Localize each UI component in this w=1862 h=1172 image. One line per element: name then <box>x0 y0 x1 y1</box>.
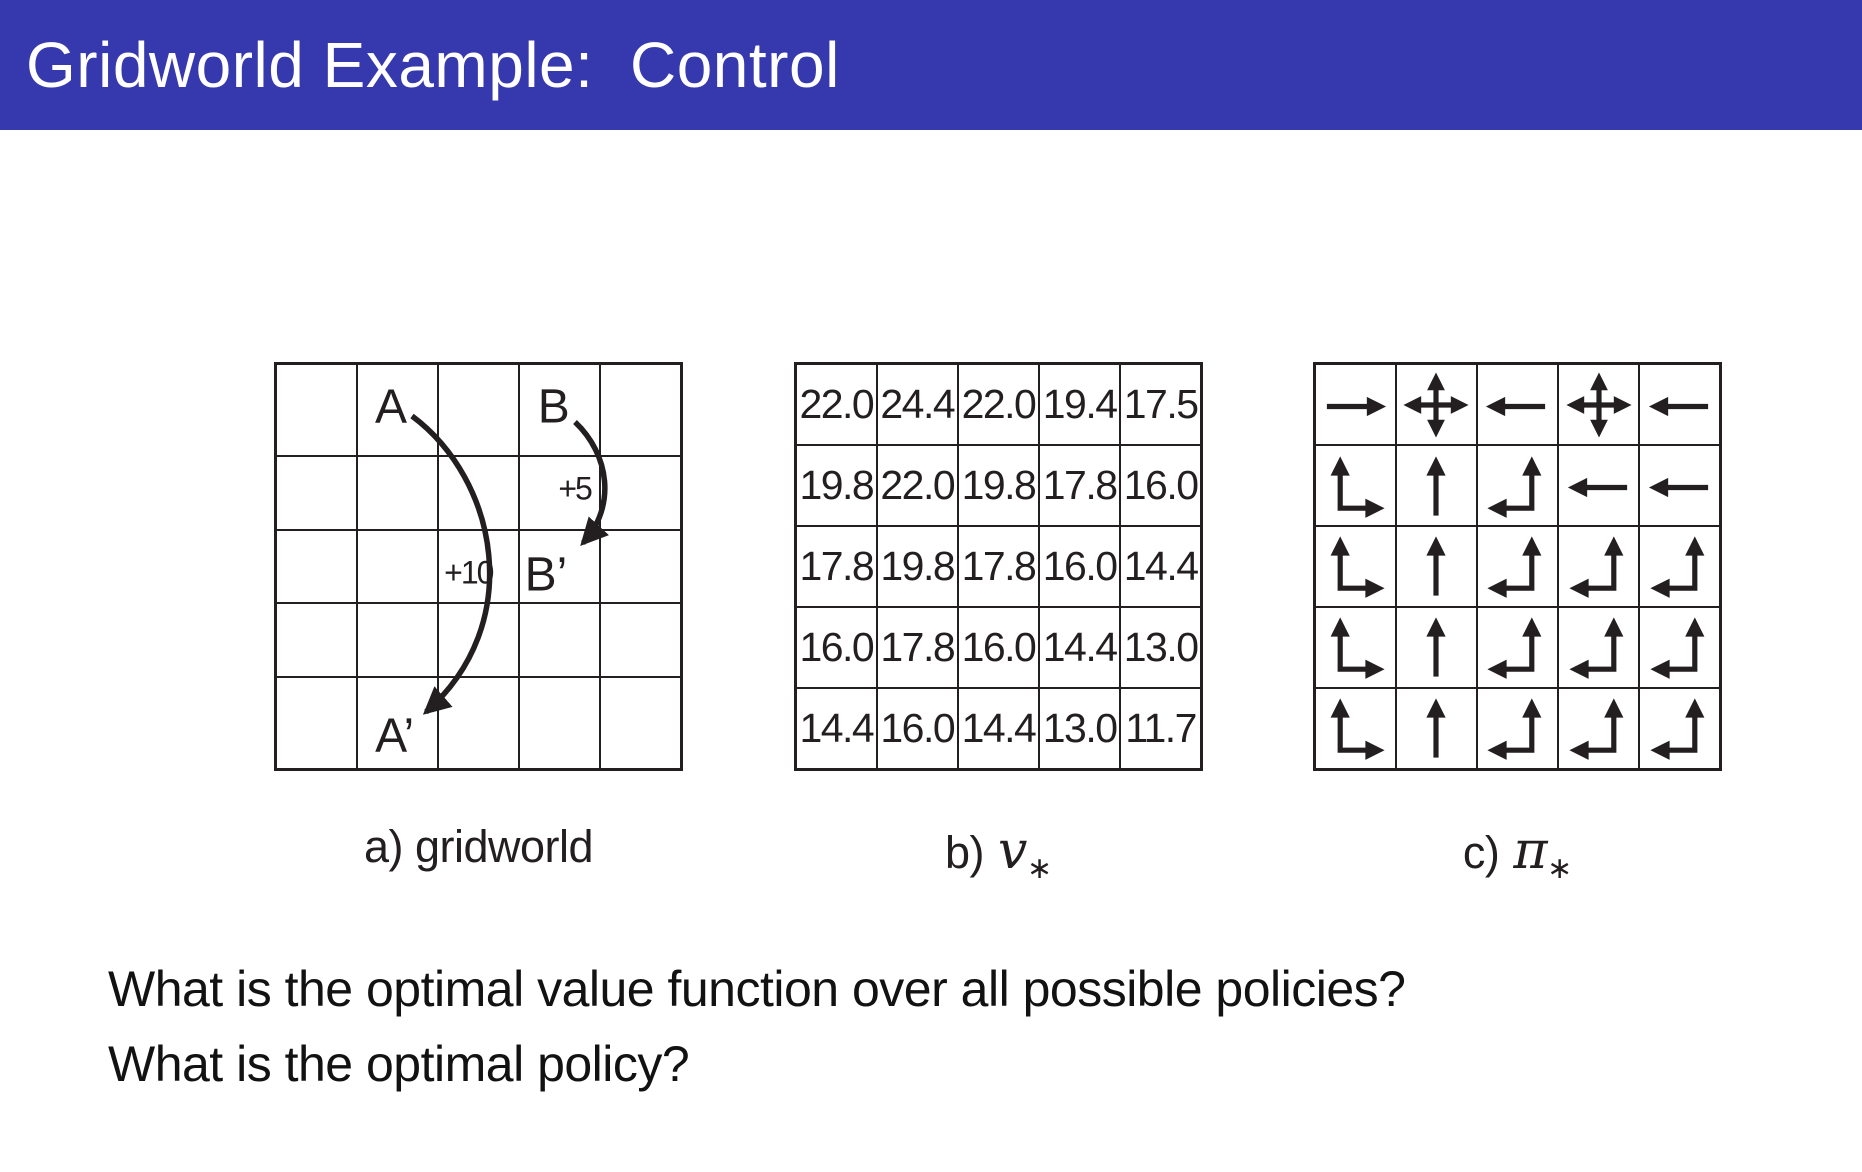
grid-row <box>1315 607 1721 688</box>
value-cell: 16.0 <box>1120 445 1201 526</box>
value-cell: 14.4 <box>796 688 877 770</box>
panel-c-caption-prefix: c) <box>1462 827 1500 878</box>
left-arrow-icon <box>1643 368 1717 442</box>
question-line-1: What is the optimal value function over all possible policies? <box>108 961 1406 1017</box>
state-label-B-prime: B’ <box>524 548 568 602</box>
value-function-symbol: v <box>997 821 1027 881</box>
policy-cell <box>1639 526 1720 607</box>
up-left-arrow-icon <box>1480 610 1554 684</box>
policy-cell <box>1396 688 1477 770</box>
policy-panel <box>1313 362 1722 886</box>
policy-cell <box>1639 445 1720 526</box>
gridworld-panel <box>274 362 683 873</box>
up-left-arrow-icon <box>1480 449 1554 523</box>
policy-cell <box>1396 607 1477 688</box>
up-left-arrow-icon <box>1643 691 1717 765</box>
policy-cell <box>1396 364 1477 446</box>
state-label-A: A <box>374 380 407 434</box>
state-label-A-prime: A’ <box>375 709 415 763</box>
panel-a-caption: a) gridworld <box>363 821 594 872</box>
up-left-arrow-icon <box>1643 610 1717 684</box>
value-cell: 19.8 <box>796 445 877 526</box>
value-cell: 16.0 <box>877 688 958 770</box>
policy-subscript: ∗ <box>1547 851 1573 886</box>
value-cell: 11.7 <box>1120 688 1201 770</box>
left-arrow-icon <box>1480 368 1554 442</box>
policy-cell <box>1315 688 1396 770</box>
gridworld-grid-wrapper <box>274 362 683 771</box>
policy-cell <box>1315 445 1396 526</box>
policy-grid <box>1313 362 1722 771</box>
policy-cell <box>1558 364 1639 446</box>
policy-cell <box>1477 364 1558 446</box>
policy-grid-wrapper <box>1313 362 1722 771</box>
value-cell: 17.8 <box>877 607 958 688</box>
value-cell: 14.4 <box>1120 526 1201 607</box>
value-cell: 16.0 <box>958 607 1039 688</box>
panel-b-caption <box>794 821 1203 886</box>
up-right-arrow-icon <box>1318 529 1392 603</box>
value-cell: 19.8 <box>958 445 1039 526</box>
up-right-arrow-icon <box>1318 691 1392 765</box>
state-label-B: B <box>537 380 570 434</box>
state-label-plus5: +5 <box>558 470 591 507</box>
value-cell: 17.5 <box>1120 364 1201 446</box>
question-line-2: What is the optimal policy? <box>108 1036 690 1092</box>
left-arrow-icon <box>1562 449 1636 523</box>
all-arrow-icon <box>1399 368 1473 442</box>
up-arrow-icon <box>1399 610 1473 684</box>
value-cell: 17.8 <box>958 526 1039 607</box>
up-right-arrow-icon <box>1318 610 1392 684</box>
value-cell: 16.0 <box>796 607 877 688</box>
value-cell: 19.4 <box>1039 364 1120 446</box>
up-arrow-icon <box>1399 449 1473 523</box>
policy-cell <box>1639 688 1720 770</box>
value-cell: 24.4 <box>877 364 958 446</box>
value-cell: 22.0 <box>958 364 1039 446</box>
value-cell: 16.0 <box>1039 526 1120 607</box>
grid-row <box>796 688 1202 770</box>
up-arrow-icon <box>1399 691 1473 765</box>
value-function-subscript: ∗ <box>1026 851 1053 886</box>
policy-cell <box>1315 607 1396 688</box>
policy-cell <box>1477 688 1558 770</box>
policy-cell <box>1558 688 1639 770</box>
state-label-plus10: +10 <box>444 554 493 591</box>
policy-cell <box>1558 526 1639 607</box>
up-arrow-icon <box>1399 529 1473 603</box>
up-left-arrow-icon <box>1480 529 1554 603</box>
grid-row <box>1315 445 1721 526</box>
panel-b-caption-prefix: b) <box>944 827 984 878</box>
policy-symbol: π <box>1513 821 1548 881</box>
up-left-arrow-icon <box>1562 610 1636 684</box>
value-cell: 22.0 <box>877 445 958 526</box>
policy-cell <box>1315 526 1396 607</box>
value-cell: 19.8 <box>877 526 958 607</box>
value-cell: 17.8 <box>796 526 877 607</box>
policy-cell <box>1315 364 1396 446</box>
right-arrow-icon <box>1318 368 1392 442</box>
up-left-arrow-icon <box>1643 529 1717 603</box>
grid-row <box>796 364 1202 446</box>
value-cell: 17.8 <box>1039 445 1120 526</box>
value-cell: 13.0 <box>1120 607 1201 688</box>
up-left-arrow-icon <box>1562 529 1636 603</box>
grid-row <box>796 445 1202 526</box>
grid-row <box>1315 526 1721 607</box>
panel-c-caption <box>1313 821 1722 886</box>
value-cell: 13.0 <box>1039 688 1120 770</box>
slide-title: Gridworld Example: Control <box>26 29 840 101</box>
grid-row <box>796 607 1202 688</box>
value-cell: 14.4 <box>958 688 1039 770</box>
policy-cell <box>1558 445 1639 526</box>
policy-cell <box>1477 445 1558 526</box>
up-left-arrow-icon <box>1562 691 1636 765</box>
all-arrow-icon <box>1562 368 1636 442</box>
policy-cell <box>1639 607 1720 688</box>
questions-block <box>108 952 1405 1102</box>
grid-row <box>796 526 1202 607</box>
grid-row <box>1315 688 1721 770</box>
grid-row <box>1315 364 1721 446</box>
slide-header <box>0 0 1862 130</box>
value-cell: 14.4 <box>1039 607 1120 688</box>
policy-cell <box>1477 607 1558 688</box>
value-cell: 22.0 <box>796 364 877 446</box>
value-grid <box>794 362 1203 771</box>
left-arrow-icon <box>1643 449 1717 523</box>
policy-cell <box>1396 526 1477 607</box>
policy-cell <box>1396 445 1477 526</box>
policy-cell <box>1639 364 1720 446</box>
policy-cell <box>1558 607 1639 688</box>
value-function-panel <box>794 362 1203 886</box>
up-right-arrow-icon <box>1318 449 1392 523</box>
value-grid-wrapper <box>794 362 1203 771</box>
up-left-arrow-icon <box>1480 691 1554 765</box>
policy-cell <box>1477 526 1558 607</box>
